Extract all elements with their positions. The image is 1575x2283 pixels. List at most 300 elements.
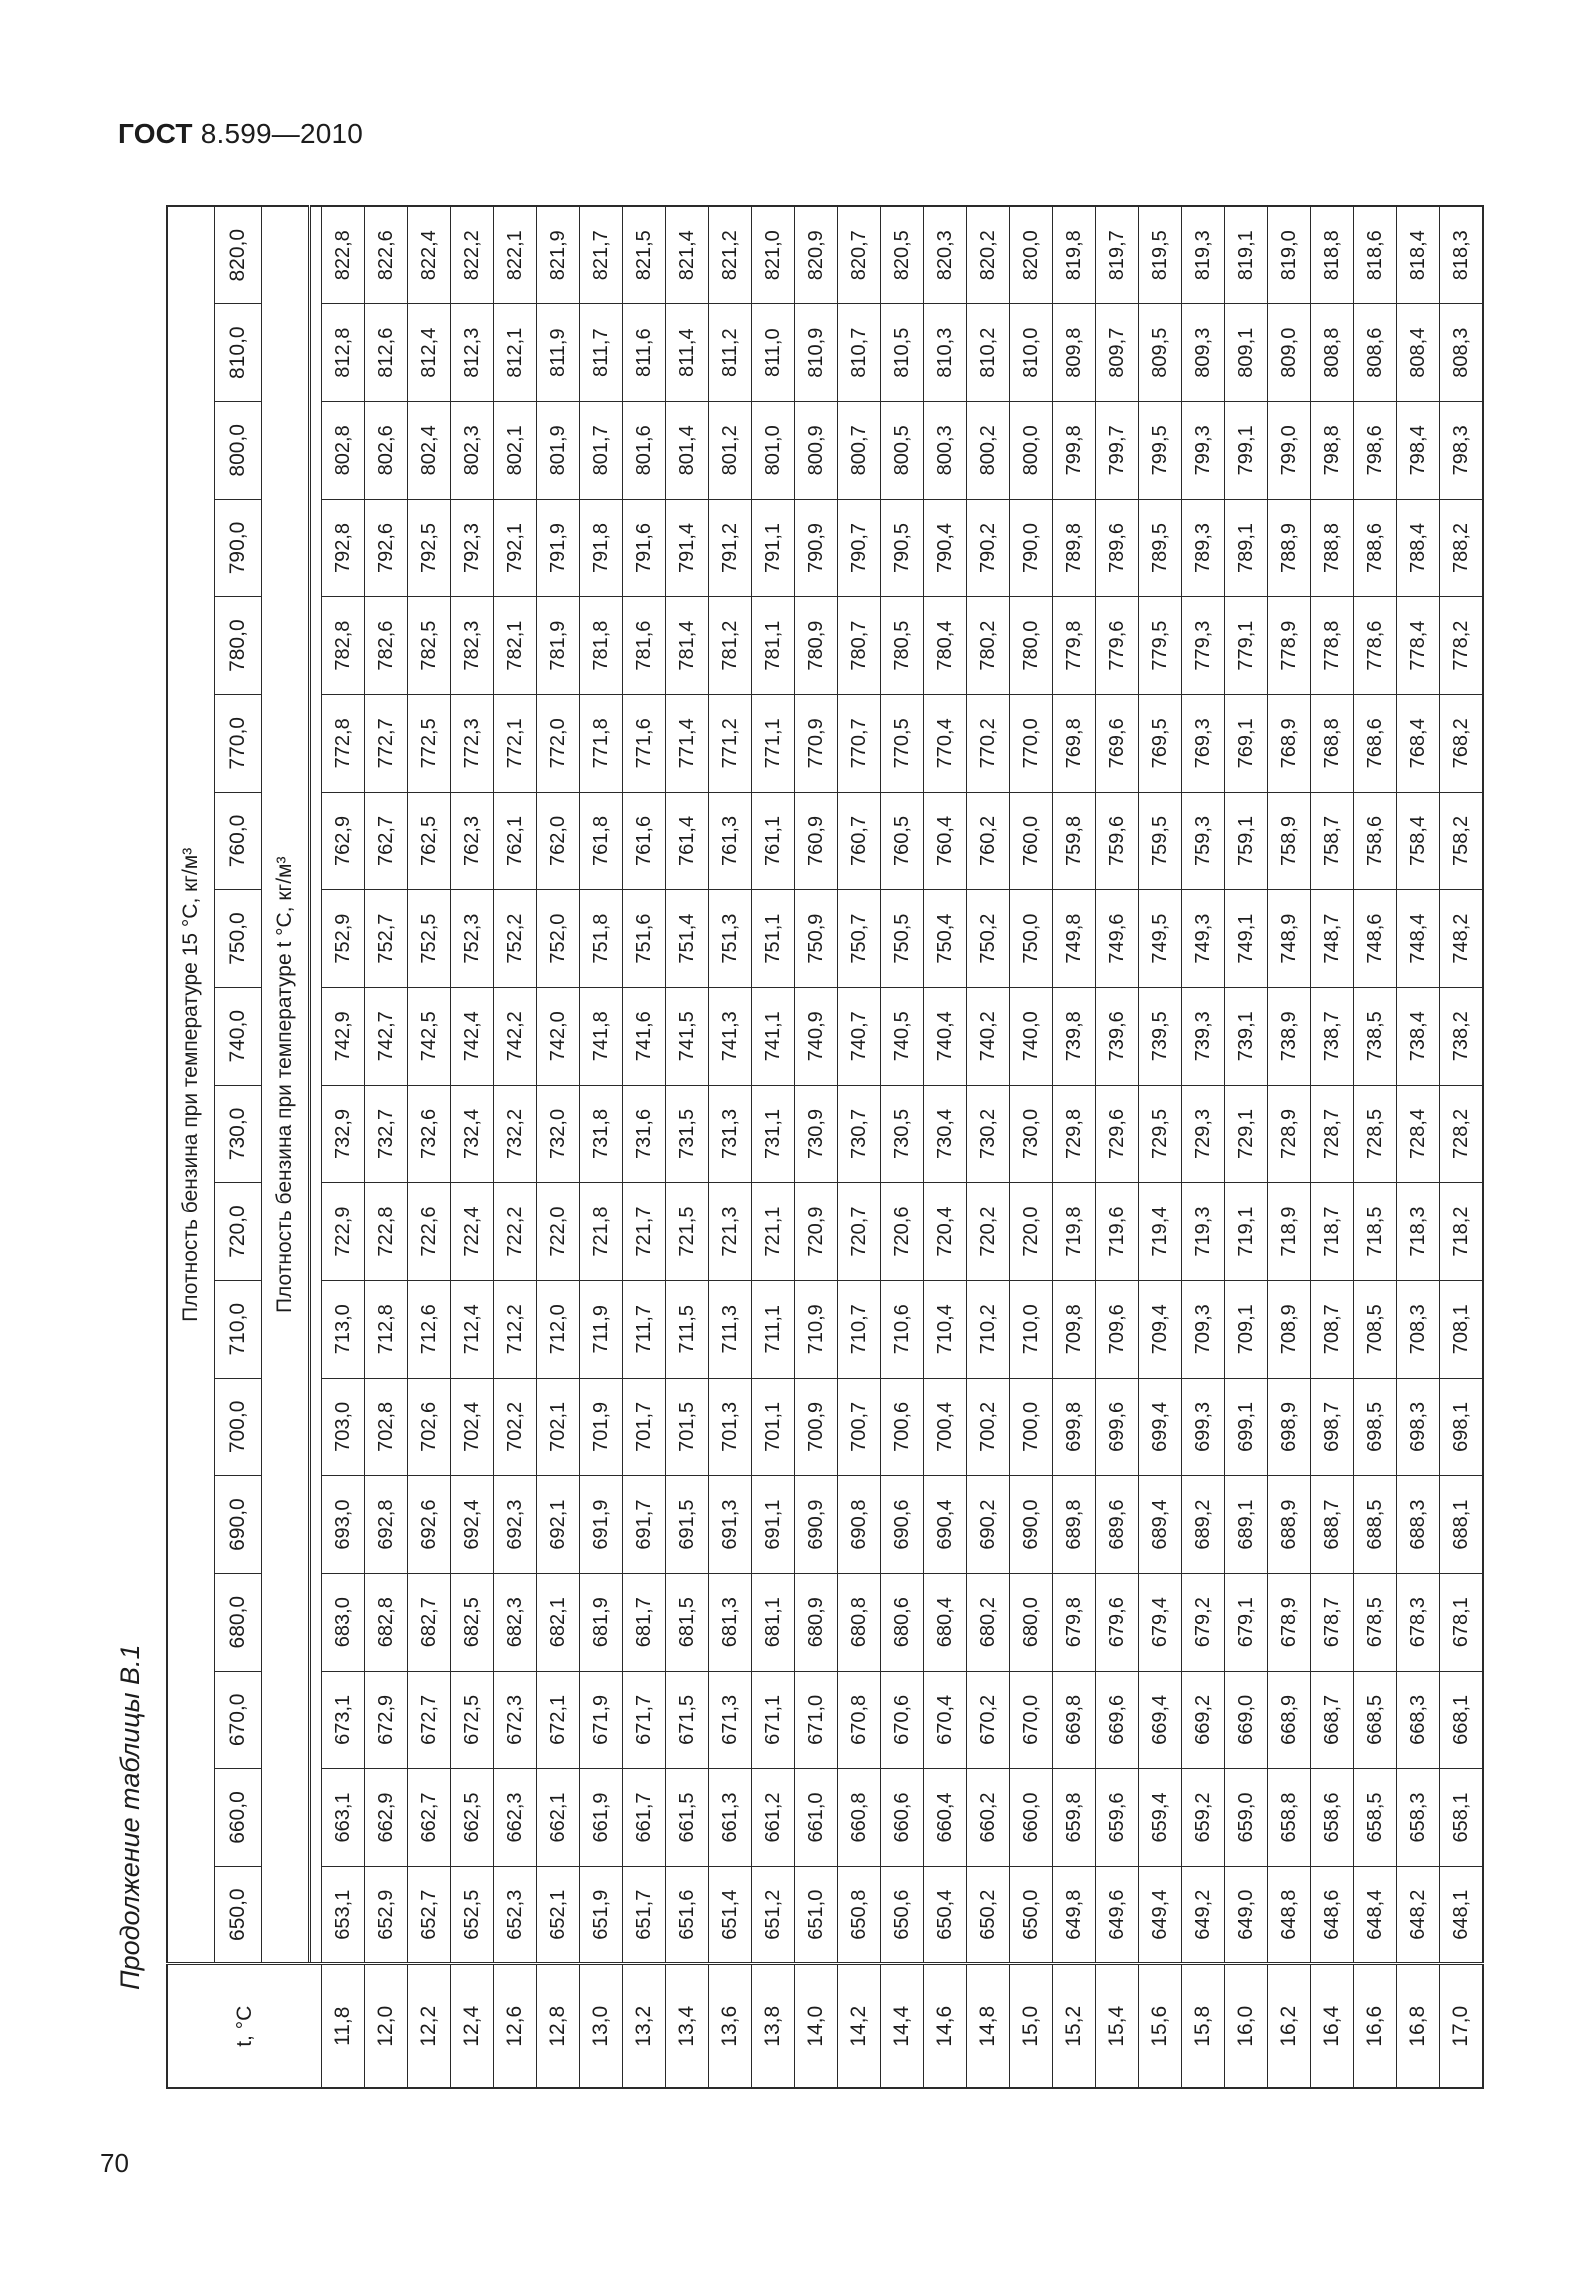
density-cell: 699,4 — [1139, 1378, 1182, 1476]
density-cell: 651,0 — [795, 1866, 838, 1964]
column-header: 770,0 — [215, 694, 262, 792]
density-cell: 792,3 — [451, 499, 494, 597]
table-row — [580, 206, 623, 2088]
density-cell: 680,6 — [881, 1573, 924, 1671]
density-cell: 719,8 — [1053, 1183, 1096, 1281]
density-cell: 792,6 — [365, 499, 408, 597]
table-row — [451, 206, 494, 2088]
density-cell: 683,0 — [322, 1573, 365, 1671]
density-cell: 809,3 — [1182, 304, 1225, 402]
density-cell: 698,5 — [1354, 1378, 1397, 1476]
table-row — [1268, 206, 1311, 2088]
density-cell: 799,3 — [1182, 402, 1225, 500]
density-cell: 658,8 — [1268, 1769, 1311, 1867]
table-row — [838, 206, 881, 2088]
density-cell: 748,9 — [1268, 890, 1311, 988]
density-cell: 732,7 — [365, 1085, 408, 1183]
density-cell: 698,7 — [1311, 1378, 1354, 1476]
density-cell: 742,9 — [322, 987, 365, 1085]
table-row — [1225, 206, 1268, 2088]
density-cell: 820,5 — [881, 206, 924, 304]
density-cell: 820,3 — [924, 206, 967, 304]
density-cell: 770,4 — [924, 694, 967, 792]
density-cell: 818,4 — [1397, 206, 1440, 304]
density-cell: 820,7 — [838, 206, 881, 304]
density-cell: 659,6 — [1096, 1769, 1139, 1867]
density-cell: 729,6 — [1096, 1085, 1139, 1183]
density-cell: 681,3 — [709, 1573, 752, 1671]
density-cell: 652,1 — [537, 1866, 580, 1964]
density-cell: 802,3 — [451, 402, 494, 500]
density-cell: 822,6 — [365, 206, 408, 304]
temperature-cell: 14,2 — [838, 1964, 881, 2088]
density-cell: 812,4 — [408, 304, 451, 402]
density-cell: 730,2 — [967, 1085, 1010, 1183]
density-cell: 750,7 — [838, 890, 881, 988]
density-cell: 728,5 — [1354, 1085, 1397, 1183]
density-cell: 800,5 — [881, 402, 924, 500]
density-cell: 731,8 — [580, 1085, 623, 1183]
density-cell: 750,4 — [924, 890, 967, 988]
density-cell: 728,7 — [1311, 1085, 1354, 1183]
table-row — [795, 206, 838, 2088]
density-cell: 661,2 — [752, 1769, 795, 1867]
density-cell: 700,4 — [924, 1378, 967, 1476]
density-cell: 758,7 — [1311, 792, 1354, 890]
density-cell: 718,2 — [1440, 1183, 1484, 1281]
density-cell: 770,5 — [881, 694, 924, 792]
density-cell: 690,2 — [967, 1476, 1010, 1574]
table-row — [967, 206, 1010, 2088]
column-header: 760,0 — [215, 792, 262, 890]
density-cell: 731,5 — [666, 1085, 709, 1183]
density-cell: 761,4 — [666, 792, 709, 890]
density-cell: 740,9 — [795, 987, 838, 1085]
density-cell: 740,5 — [881, 987, 924, 1085]
density-cell: 711,1 — [752, 1280, 795, 1378]
density-cell: 749,5 — [1139, 890, 1182, 988]
density-cell: 690,6 — [881, 1476, 924, 1574]
density-cell: 818,6 — [1354, 206, 1397, 304]
density-cell: 722,0 — [537, 1183, 580, 1281]
density-cell: 653,1 — [322, 1866, 365, 1964]
density-cell: 792,5 — [408, 499, 451, 597]
density-cell: 722,9 — [322, 1183, 365, 1281]
density-cell: 811,7 — [580, 304, 623, 402]
density-cell: 689,4 — [1139, 1476, 1182, 1574]
standard-label: ГОСТ — [118, 118, 193, 149]
density-cell: 712,2 — [494, 1280, 537, 1378]
density-cell: 731,1 — [752, 1085, 795, 1183]
density-cell: 810,7 — [838, 304, 881, 402]
density-cell: 809,8 — [1053, 304, 1096, 402]
density-cell: 740,2 — [967, 987, 1010, 1085]
density-cell: 738,7 — [1311, 987, 1354, 1085]
density-cell: 691,9 — [580, 1476, 623, 1574]
density-cell: 742,4 — [451, 987, 494, 1085]
density-cell: 818,8 — [1311, 206, 1354, 304]
density-cell: 808,3 — [1440, 304, 1484, 402]
density-cell: 789,8 — [1053, 499, 1096, 597]
density-cell: 649,2 — [1182, 1866, 1225, 1964]
density-cell: 779,8 — [1053, 597, 1096, 695]
density-cell: 742,7 — [365, 987, 408, 1085]
density-cell: 718,5 — [1354, 1183, 1397, 1281]
density-cell: 719,6 — [1096, 1183, 1139, 1281]
density-cell: 719,1 — [1225, 1183, 1268, 1281]
density-cell: 780,0 — [1010, 597, 1053, 695]
density-cell: 732,6 — [408, 1085, 451, 1183]
density-cell: 648,8 — [1268, 1866, 1311, 1964]
temperature-cell: 15,2 — [1053, 1964, 1096, 2088]
temperature-cell: 14,6 — [924, 1964, 967, 2088]
density-cell: 752,7 — [365, 890, 408, 988]
table-row — [1010, 206, 1053, 2088]
density-cell: 809,1 — [1225, 304, 1268, 402]
density-cell: 713,0 — [322, 1280, 365, 1378]
density-cell: 780,4 — [924, 597, 967, 695]
density-cell: 750,0 — [1010, 890, 1053, 988]
density-cell: 759,3 — [1182, 792, 1225, 890]
density-cell: 682,7 — [408, 1573, 451, 1671]
density-cell: 800,7 — [838, 402, 881, 500]
density-cell: 760,9 — [795, 792, 838, 890]
density-cell: 821,2 — [709, 206, 752, 304]
header-row-columns — [215, 206, 262, 2088]
density-cell: 758,9 — [1268, 792, 1311, 890]
density-cell: 728,4 — [1397, 1085, 1440, 1183]
column-header: 790,0 — [215, 499, 262, 597]
table-row — [1354, 206, 1397, 2088]
density-cell: 730,0 — [1010, 1085, 1053, 1183]
density-cell: 712,0 — [537, 1280, 580, 1378]
density-cell: 811,0 — [752, 304, 795, 402]
density-cell: 711,9 — [580, 1280, 623, 1378]
density-cell: 748,4 — [1397, 890, 1440, 988]
density-cell: 782,3 — [451, 597, 494, 695]
density-cell: 761,6 — [623, 792, 666, 890]
density-cell: 649,0 — [1225, 1866, 1268, 1964]
density-cell: 780,2 — [967, 597, 1010, 695]
density-cell: 741,3 — [709, 987, 752, 1085]
density-cell: 649,4 — [1139, 1866, 1182, 1964]
density-cell: 802,8 — [322, 402, 365, 500]
density-cell: 779,3 — [1182, 597, 1225, 695]
table-row — [1096, 206, 1139, 2088]
density-cell: 699,1 — [1225, 1378, 1268, 1476]
density-cell: 672,9 — [365, 1671, 408, 1769]
density-cell: 819,3 — [1182, 206, 1225, 304]
density-cell: 681,9 — [580, 1573, 623, 1671]
density-cell: 702,4 — [451, 1378, 494, 1476]
temperature-cell: 13,2 — [623, 1964, 666, 2088]
density-cell: 721,3 — [709, 1183, 752, 1281]
density-cell: 661,3 — [709, 1769, 752, 1867]
density-cell: 772,1 — [494, 694, 537, 792]
density-cell: 751,3 — [709, 890, 752, 988]
density-cell: 771,2 — [709, 694, 752, 792]
density-cell: 739,8 — [1053, 987, 1096, 1085]
density-cell: 778,2 — [1440, 597, 1484, 695]
density-cell: 728,9 — [1268, 1085, 1311, 1183]
density-cell: 820,9 — [795, 206, 838, 304]
density-cell: 798,6 — [1354, 402, 1397, 500]
density-cell: 701,9 — [580, 1378, 623, 1476]
density-cell: 669,2 — [1182, 1671, 1225, 1769]
density-cell: 721,7 — [623, 1183, 666, 1281]
density-cell: 791,4 — [666, 499, 709, 597]
density-cell: 672,3 — [494, 1671, 537, 1769]
density-cell: 709,4 — [1139, 1280, 1182, 1378]
density-cell: 680,0 — [1010, 1573, 1053, 1671]
density-cell: 702,8 — [365, 1378, 408, 1476]
density-cell: 762,7 — [365, 792, 408, 890]
density-cell: 738,5 — [1354, 987, 1397, 1085]
column-header: 720,0 — [215, 1183, 262, 1281]
density-cell: 782,1 — [494, 597, 537, 695]
density-cell: 729,1 — [1225, 1085, 1268, 1183]
density-cell: 730,9 — [795, 1085, 838, 1183]
temperature-cell: 13,6 — [709, 1964, 752, 2088]
density-cell: 760,4 — [924, 792, 967, 890]
density-cell: 670,8 — [838, 1671, 881, 1769]
density-cell: 668,7 — [1311, 1671, 1354, 1769]
density-cell: 778,6 — [1354, 597, 1397, 695]
density-cell: 693,0 — [322, 1476, 365, 1574]
density-cell: 731,3 — [709, 1085, 752, 1183]
density-cell: 708,3 — [1397, 1280, 1440, 1378]
density-cell: 820,2 — [967, 206, 1010, 304]
density-cell: 770,0 — [1010, 694, 1053, 792]
density-cell: 749,6 — [1096, 890, 1139, 988]
density-cell: 679,6 — [1096, 1573, 1139, 1671]
density-cell: 748,6 — [1354, 890, 1397, 988]
density-cell: 730,7 — [838, 1085, 881, 1183]
density-cell: 690,4 — [924, 1476, 967, 1574]
density-cell: 799,0 — [1268, 402, 1311, 500]
density-cell: 658,5 — [1354, 1769, 1397, 1867]
density-cell: 729,3 — [1182, 1085, 1225, 1183]
column-header: 650,0 — [215, 1866, 262, 1964]
table-row — [666, 206, 709, 2088]
table-caption: Продолжение таблицы В.1 — [115, 1644, 145, 1990]
density-cell: 650,0 — [1010, 1866, 1053, 1964]
density-cell: 741,1 — [752, 987, 795, 1085]
temperature-cell: 16,6 — [1354, 1964, 1397, 2088]
density-cell: 752,0 — [537, 890, 580, 988]
density-cell: 700,6 — [881, 1378, 924, 1476]
density-cell: 821,5 — [623, 206, 666, 304]
density-cell: 650,2 — [967, 1866, 1010, 1964]
density-cell: 688,5 — [1354, 1476, 1397, 1574]
density-cell: 770,9 — [795, 694, 838, 792]
density-cell: 741,8 — [580, 987, 623, 1085]
density-cell: 808,6 — [1354, 304, 1397, 402]
temperature-cell: 13,8 — [752, 1964, 795, 2088]
density-cell: 710,9 — [795, 1280, 838, 1378]
density-cell: 800,3 — [924, 402, 967, 500]
density-cell: 788,4 — [1397, 499, 1440, 597]
density-cell: 819,5 — [1139, 206, 1182, 304]
density-cell: 660,4 — [924, 1769, 967, 1867]
density-cell: 652,9 — [365, 1866, 408, 1964]
density-cell: 799,8 — [1053, 402, 1096, 500]
density-cell: 702,2 — [494, 1378, 537, 1476]
density-cell: 769,8 — [1053, 694, 1096, 792]
density-cell: 790,9 — [795, 499, 838, 597]
density-cell: 702,1 — [537, 1378, 580, 1476]
density-cell: 708,7 — [1311, 1280, 1354, 1378]
table-row — [924, 206, 967, 2088]
density-cell: 700,7 — [838, 1378, 881, 1476]
density-cell: 780,7 — [838, 597, 881, 695]
group-header: Плотность бензина при температуре 15 °C, кг/м³ — [167, 206, 215, 1964]
density-cell: 751,4 — [666, 890, 709, 988]
density-cell: 742,2 — [494, 987, 537, 1085]
density-cell: 749,1 — [1225, 890, 1268, 988]
density-cell: 819,7 — [1096, 206, 1139, 304]
density-cell: 688,9 — [1268, 1476, 1311, 1574]
density-cell: 732,0 — [537, 1085, 580, 1183]
density-cell: 751,1 — [752, 890, 795, 988]
density-cell: 780,9 — [795, 597, 838, 695]
density-cell: 663,1 — [322, 1769, 365, 1867]
density-cell: 768,6 — [1354, 694, 1397, 792]
density-cell: 799,7 — [1096, 402, 1139, 500]
density-cell: 738,4 — [1397, 987, 1440, 1085]
temperature-cell: 13,4 — [666, 1964, 709, 2088]
density-cell: 671,7 — [623, 1671, 666, 1769]
density-cell: 819,0 — [1268, 206, 1311, 304]
density-cell: 710,7 — [838, 1280, 881, 1378]
density-cell: 721,5 — [666, 1183, 709, 1281]
density-cell: 789,5 — [1139, 499, 1182, 597]
density-cell: 650,6 — [881, 1866, 924, 1964]
density-cell: 738,9 — [1268, 987, 1311, 1085]
density-cell: 679,2 — [1182, 1573, 1225, 1671]
density-cell: 711,3 — [709, 1280, 752, 1378]
density-cell: 790,2 — [967, 499, 1010, 597]
density-cell: 662,9 — [365, 1769, 408, 1867]
density-cell: 661,0 — [795, 1769, 838, 1867]
density-cell: 759,8 — [1053, 792, 1096, 890]
density-cell: 698,1 — [1440, 1378, 1484, 1476]
density-cell: 789,1 — [1225, 499, 1268, 597]
density-cell: 739,3 — [1182, 987, 1225, 1085]
density-cell: 709,6 — [1096, 1280, 1139, 1378]
column-header: 700,0 — [215, 1378, 262, 1476]
density-cell: 728,2 — [1440, 1085, 1484, 1183]
density-cell: 780,5 — [881, 597, 924, 695]
density-cell: 738,2 — [1440, 987, 1484, 1085]
density-cell: 781,2 — [709, 597, 752, 695]
density-cell: 791,9 — [537, 499, 580, 597]
density-cell: 661,7 — [623, 1769, 666, 1867]
density-cell: 688,1 — [1440, 1476, 1484, 1574]
density-cell: 659,4 — [1139, 1769, 1182, 1867]
density-cell: 730,4 — [924, 1085, 967, 1183]
density-cell: 778,8 — [1311, 597, 1354, 695]
density-cell: 691,3 — [709, 1476, 752, 1574]
density-cell: 658,3 — [1397, 1769, 1440, 1867]
density-cell: 740,0 — [1010, 987, 1053, 1085]
density-cell: 791,2 — [709, 499, 752, 597]
density-cell: 820,0 — [1010, 206, 1053, 304]
density-cell: 761,8 — [580, 792, 623, 890]
density-cell: 669,4 — [1139, 1671, 1182, 1769]
density-cell: 722,8 — [365, 1183, 408, 1281]
density-cell: 669,0 — [1225, 1671, 1268, 1769]
density-cell: 672,1 — [537, 1671, 580, 1769]
density-cell: 778,4 — [1397, 597, 1440, 695]
density-cell: 702,6 — [408, 1378, 451, 1476]
density-cell: 761,1 — [752, 792, 795, 890]
density-cell: 678,3 — [1397, 1573, 1440, 1671]
density-cell: 699,3 — [1182, 1378, 1225, 1476]
density-cell: 752,5 — [408, 890, 451, 988]
density-cell: 668,1 — [1440, 1671, 1484, 1769]
temperature-cell: 15,0 — [1010, 1964, 1053, 2088]
density-cell: 698,9 — [1268, 1378, 1311, 1476]
density-cell: 689,1 — [1225, 1476, 1268, 1574]
density-cell: 720,7 — [838, 1183, 881, 1281]
density-cell: 682,1 — [537, 1573, 580, 1671]
density-cell: 719,4 — [1139, 1183, 1182, 1281]
density-table — [166, 205, 1484, 2089]
density-cell: 741,6 — [623, 987, 666, 1085]
density-cell: 818,3 — [1440, 206, 1484, 304]
temperature-cell: 12,4 — [451, 1964, 494, 2088]
density-cell: 762,9 — [322, 792, 365, 890]
table-row — [881, 206, 924, 2088]
temperature-cell: 14,0 — [795, 1964, 838, 2088]
density-cell: 771,4 — [666, 694, 709, 792]
density-cell: 692,1 — [537, 1476, 580, 1574]
density-cell: 781,9 — [537, 597, 580, 695]
header-spacer — [310, 206, 322, 2088]
density-cell: 661,5 — [666, 1769, 709, 1867]
density-cell: 660,6 — [881, 1769, 924, 1867]
table-row — [1311, 206, 1354, 2088]
table-row — [752, 206, 795, 2088]
density-cell: 822,1 — [494, 206, 537, 304]
density-cell: 659,2 — [1182, 1769, 1225, 1867]
density-cell: 673,1 — [322, 1671, 365, 1769]
column-header: 670,0 — [215, 1671, 262, 1769]
density-cell: 801,6 — [623, 402, 666, 500]
density-cell: 659,0 — [1225, 1769, 1268, 1867]
sub-header: Плотность бензина при температуре t °C, кг/м³ — [262, 206, 310, 1964]
header-row-sub — [262, 206, 310, 2088]
density-cell: 769,5 — [1139, 694, 1182, 792]
table-row — [494, 206, 537, 2088]
spacer-cell — [310, 206, 322, 1964]
density-cell: 688,3 — [1397, 1476, 1440, 1574]
density-cell: 648,6 — [1311, 1866, 1354, 1964]
density-cell: 768,4 — [1397, 694, 1440, 792]
density-cell: 770,7 — [838, 694, 881, 792]
density-cell: 711,7 — [623, 1280, 666, 1378]
density-cell: 741,5 — [666, 987, 709, 1085]
density-cell: 682,8 — [365, 1573, 408, 1671]
density-cell: 710,2 — [967, 1280, 1010, 1378]
density-cell: 739,1 — [1225, 987, 1268, 1085]
density-cell: 790,7 — [838, 499, 881, 597]
density-cell: 779,6 — [1096, 597, 1139, 695]
density-cell: 720,6 — [881, 1183, 924, 1281]
density-cell: 678,1 — [1440, 1573, 1484, 1671]
density-cell: 752,2 — [494, 890, 537, 988]
